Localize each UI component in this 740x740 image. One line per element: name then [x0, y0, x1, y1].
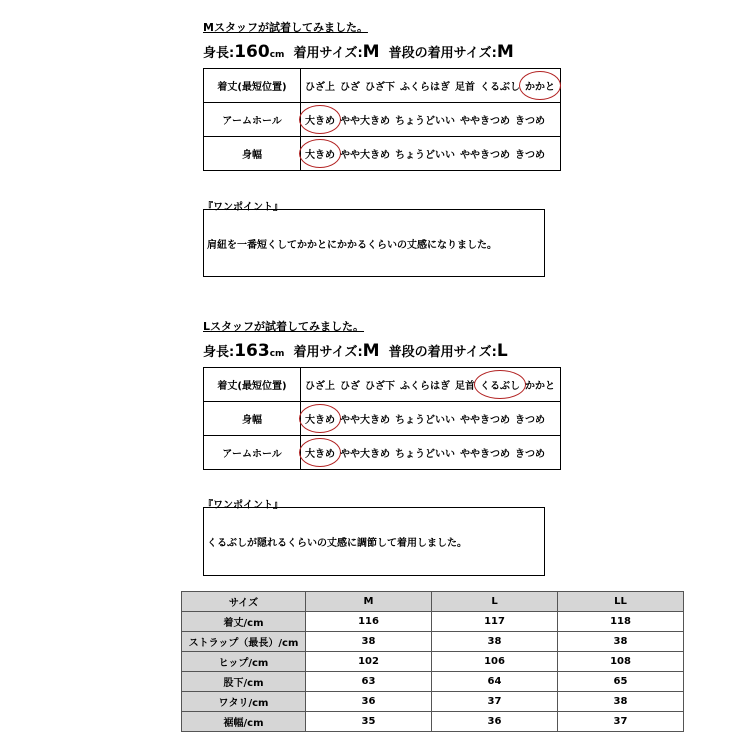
fit-option: きつめ: [515, 449, 545, 460]
size-table-header-row: [182, 592, 684, 612]
fit-option: ひざ: [340, 82, 360, 93]
usual-size: M: [496, 42, 514, 62]
staff-l-onepoint-text: くるぶしが隠れるくらいの丈感に調節して着用しました。: [207, 538, 467, 549]
size-table: [181, 591, 684, 732]
fit-row: [204, 103, 561, 137]
fit-row-options: [301, 103, 561, 137]
height-unit: cm: [269, 50, 285, 60]
fit-option: ちょうどいい: [395, 415, 455, 426]
height-value: 163: [234, 341, 270, 361]
height-unit: cm: [269, 349, 285, 359]
fit-row-label: 着丈(最短位置): [204, 69, 301, 103]
fit-row: [204, 436, 561, 470]
fit-option: ややきつめ: [460, 150, 510, 161]
fit-option: やや大きめ: [340, 415, 390, 426]
fit-option: ちょうどいい: [395, 150, 455, 161]
size-row-label: ストラップ（最長）/cm: [182, 632, 306, 652]
size-table-row: [182, 612, 684, 632]
usual-size-label: 普段の着用サイズ:: [388, 345, 497, 360]
worn-size: M: [362, 341, 380, 361]
size-header-ll: LL: [558, 592, 684, 612]
fit-option: やや大きめ: [340, 116, 390, 127]
staff-m-heading: Mスタッフが試着してみました。: [203, 21, 368, 34]
fit-option: ひざ上: [305, 381, 335, 392]
height-value: 160: [234, 42, 270, 62]
fit-row: [204, 137, 561, 171]
fit-option: ややきつめ: [460, 449, 510, 460]
fit-option: きつめ: [515, 415, 545, 426]
size-header-l: L: [432, 592, 558, 612]
size-table-row: [182, 652, 684, 672]
fit-option: ちょうどいい: [395, 449, 455, 460]
size-row-label: ワタリ/cm: [182, 692, 306, 712]
size-cell: 116: [306, 612, 432, 632]
size-table-row: [182, 692, 684, 712]
fit-option: ひざ: [340, 381, 360, 392]
size-row-label: 裾幅/cm: [182, 712, 306, 732]
staff-l-fit-table: [203, 367, 561, 470]
staff-l-onepoint-label: 『ワンポイント』: [203, 500, 283, 511]
size-cell: 38: [558, 692, 684, 712]
fit-option: ひざ下: [365, 381, 395, 392]
fit-option: ひざ下: [365, 82, 395, 93]
size-cell: 36: [432, 712, 558, 732]
size-cell: 37: [432, 692, 558, 712]
staff-l-onepoint-box: [203, 507, 545, 576]
staff-m-onepoint-text: 肩紐を一番短くしてかかとにかかるくらいの丈感になりました。: [207, 239, 497, 251]
staff-m-fit-table: [203, 68, 561, 171]
staff-m-stats: [203, 42, 514, 62]
size-cell: 117: [432, 612, 558, 632]
size-cell: 37: [558, 712, 684, 732]
fit-option: ややきつめ: [460, 116, 510, 127]
fit-row: [204, 368, 561, 402]
size-table-row: [182, 672, 684, 692]
fit-option: くるぶし: [480, 82, 520, 93]
size-header-label: サイズ: [182, 592, 306, 612]
fit-option: ふくらはぎ: [400, 381, 450, 392]
fit-option-selected: 大きめ: [305, 146, 335, 161]
fit-row-options: [301, 436, 561, 470]
fit-option: 足首: [455, 381, 475, 392]
size-row-label: 股下/cm: [182, 672, 306, 692]
fit-option: ややきつめ: [460, 415, 510, 426]
fit-option: きつめ: [515, 150, 545, 161]
staff-l-stats: [203, 341, 508, 361]
size-cell: 64: [432, 672, 558, 692]
worn-size-label: 着用サイズ:: [293, 46, 363, 61]
fit-option-selected: 大きめ: [305, 112, 335, 127]
size-cell: 108: [558, 652, 684, 672]
size-cell: 36: [306, 692, 432, 712]
size-row-label: 着丈/cm: [182, 612, 306, 632]
fit-row-label: 身幅: [204, 137, 301, 171]
fit-option: やや大きめ: [340, 449, 390, 460]
fit-row-label: 着丈(最短位置): [204, 368, 301, 402]
worn-size: M: [362, 42, 380, 62]
usual-size-label: 普段の着用サイズ:: [388, 46, 497, 61]
fit-row-label: 身幅: [204, 402, 301, 436]
size-cell: 35: [306, 712, 432, 732]
size-header-m: M: [306, 592, 432, 612]
fit-row-label: アームホール: [204, 103, 301, 137]
size-cell: 65: [558, 672, 684, 692]
fit-row-options: [301, 137, 561, 171]
fit-option-selected: かかと: [525, 78, 555, 93]
size-table-row: [182, 632, 684, 652]
fit-option: ふくらはぎ: [400, 82, 450, 93]
fit-option: ひざ上: [305, 82, 335, 93]
fit-option: きつめ: [515, 116, 545, 127]
size-table-row: [182, 712, 684, 732]
fit-option: やや大きめ: [340, 150, 390, 161]
fit-row-options: [301, 368, 561, 402]
size-cell: 38: [306, 632, 432, 652]
fit-row-options: [301, 69, 561, 103]
staff-m-onepoint-label: 『ワンポイント』: [203, 202, 283, 213]
fit-option-selected: 大きめ: [305, 445, 335, 460]
size-cell: 102: [306, 652, 432, 672]
size-cell: 106: [432, 652, 558, 672]
size-cell: 38: [432, 632, 558, 652]
fit-row: [204, 69, 561, 103]
fit-option: ちょうどいい: [395, 116, 455, 127]
fit-row: [204, 402, 561, 436]
size-cell: 63: [306, 672, 432, 692]
staff-m-onepoint-box: [203, 209, 545, 277]
fit-option: かかと: [525, 381, 555, 392]
fit-row-options: [301, 402, 561, 436]
size-row-label: ヒップ/cm: [182, 652, 306, 672]
fit-option-selected: くるぶし: [480, 377, 520, 392]
size-cell: 38: [558, 632, 684, 652]
fit-option-selected: 大きめ: [305, 411, 335, 426]
height-label: 身長:: [203, 345, 235, 360]
fit-row-label: アームホール: [204, 436, 301, 470]
size-cell: 118: [558, 612, 684, 632]
height-label: 身長:: [203, 46, 235, 61]
staff-l-heading: Lスタッフが試着してみました。: [203, 320, 365, 333]
fit-option: 足首: [455, 82, 475, 93]
usual-size: L: [496, 341, 508, 361]
worn-size-label: 着用サイズ:: [293, 345, 363, 360]
